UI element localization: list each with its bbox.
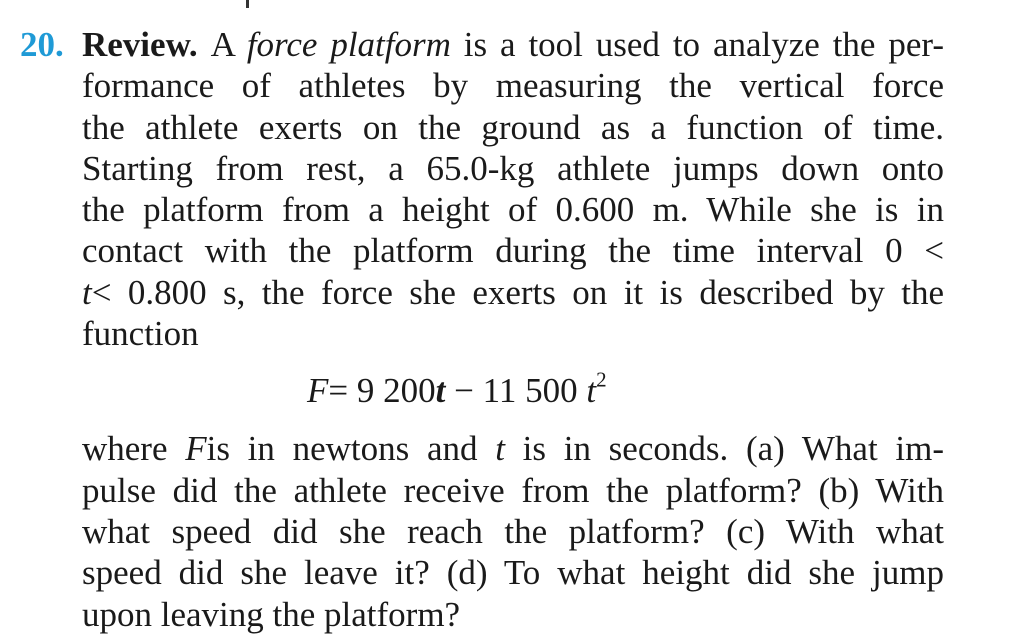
italic-term: force platform: [246, 25, 451, 64]
equation-term2-var: t: [586, 371, 597, 411]
text-line: [82, 230, 944, 271]
text-segment: is in newtons and: [206, 429, 496, 469]
force-equation: [20, 367, 944, 412]
italic-term: t: [82, 272, 92, 312]
equation-exponent: 2: [596, 367, 607, 392]
equation-term1-var: t: [435, 371, 446, 411]
text-line: [82, 189, 944, 230]
text-segment: speed did she leave it? (d) To what height did she jump: [82, 553, 944, 593]
text-line: [82, 511, 944, 552]
text-line: [82, 594, 944, 635]
text-segment: is in seconds. (a) What im-: [504, 429, 944, 469]
text-line: [82, 148, 944, 189]
problem-statement: [82, 24, 944, 354]
text-segment: where: [82, 429, 186, 469]
text-line: [82, 65, 944, 106]
text-segment: pulse did the athlete receive from the platform? (b) With: [82, 470, 944, 510]
italic-term: t: [495, 429, 505, 469]
text-segment: what speed did she reach the platform? (c) With what: [82, 511, 944, 551]
text-segment: upon leaving the platform?: [82, 594, 461, 634]
text-segment: Starting from rest, a 65.0-kg athlete jumps down onto: [82, 148, 944, 188]
text-segment: the platform from a height of 0.600 m. While she is in: [82, 190, 944, 230]
italic-term: F: [185, 429, 207, 469]
equation-lhs: F: [307, 371, 329, 411]
equation-term1-coef: = 9 200: [328, 371, 436, 411]
text-line: [82, 552, 944, 593]
text-segment: A: [210, 25, 247, 64]
text-line: [82, 107, 944, 148]
problem-20: [20, 24, 944, 635]
text-segment: contact with the platform during the time interval 0 <: [82, 231, 944, 271]
text-segment: formance of athletes by measuring the vertical force: [82, 66, 944, 106]
equation-term2-coef: − 11 500: [445, 371, 578, 411]
text-line: [82, 24, 944, 65]
text-segment: function: [82, 314, 199, 354]
page-edge-mark: [246, 0, 249, 8]
problem-number: 20.: [20, 25, 64, 64]
problem-lead: Review.: [82, 25, 211, 64]
text-line: [82, 470, 944, 511]
text-segment: < 0.800 s, the force she exerts on it is described by the: [91, 272, 944, 312]
text-segment: the athlete exerts on the ground as a function of time.: [82, 107, 944, 147]
text-segment: is a tool used to analyze the per-: [450, 25, 944, 64]
text-line: [82, 272, 944, 313]
problem-questions: [82, 428, 944, 634]
text-line: [82, 313, 944, 354]
text-line: [82, 428, 944, 469]
